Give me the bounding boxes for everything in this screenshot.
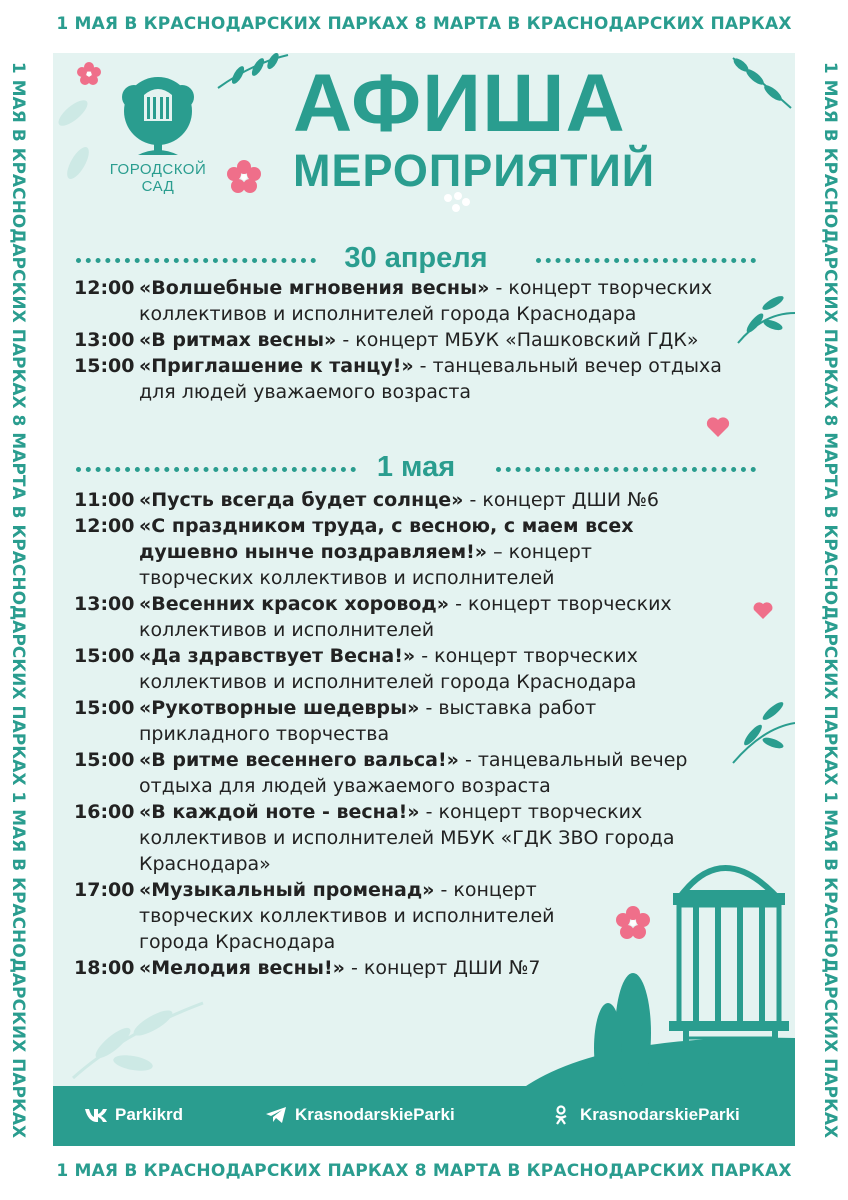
event-item	[74, 695, 764, 747]
leaf-decor-icon	[63, 983, 213, 1083]
event-time: 17:00	[74, 879, 135, 901]
tree-rotunda-logo-icon	[118, 75, 198, 157]
logo-line-2: САД	[141, 178, 175, 195]
event-time: 15:00	[74, 697, 135, 719]
event-text: - концерт творческих коллективов и исполнителей города Краснодара	[139, 277, 713, 325]
date-header-day-2	[76, 450, 756, 484]
date-label: 1 мая	[367, 451, 465, 483]
event-time: 15:00	[74, 749, 135, 771]
event-text: - концерт творческих коллективов и исполнителей	[139, 593, 672, 641]
date-header-day-1	[76, 241, 756, 275]
event-name: «Да здравствует Весна!»	[139, 645, 416, 667]
event-time: 16:00	[74, 801, 135, 823]
event-time: 15:00	[74, 355, 135, 377]
event-time: 13:00	[74, 329, 135, 351]
frame-text-left: 1 МАЯ В КРАСНОДАРСКИХ ПАРКАХ 8 МАРТА В КРАСНОДАРСКИХ ПАРКАХ 1 МАЯ В КРАСНОДАРСКИХ ПАРКАХ	[8, 61, 28, 1139]
event-time: 13:00	[74, 593, 135, 615]
odnoklassniki-link[interactable]	[548, 1105, 740, 1125]
frame-text-top: 1 МАЯ В КРАСНОДАРСКИХ ПАРКАХ 8 МАРТА В КРАСНОДАРСКИХ ПАРКАХ	[56, 14, 792, 34]
event-text: - танцевальный вечер отдыха для людей уважаемого возраста	[139, 355, 722, 403]
event-item	[74, 591, 764, 643]
leaf-decor-icon	[53, 73, 113, 213]
event-text: – концерт творческих коллективов и исполнителей	[139, 541, 592, 589]
event-time: 12:00	[74, 515, 135, 537]
event-name: «В каждой ноте - весна!»	[139, 801, 420, 823]
event-text: - концерт творческих коллективов и исполнителей МБУК «ГДК ЗВО города Краснодара»	[139, 801, 675, 875]
event-text: - танцевальный вечер отдыха для людей уважаемого возраста	[139, 749, 688, 797]
event-name: «Музыкальный променад»	[139, 879, 435, 901]
telegram-link[interactable]	[263, 1105, 455, 1125]
event-name: «Приглашение к танцу!»	[139, 355, 414, 377]
event-name: «Весенних красок хоровод»	[139, 593, 450, 615]
event-text: - концерт творческих коллективов и исполнителей города Краснодара	[139, 879, 555, 953]
event-time: 11:00	[74, 489, 135, 511]
event-item	[74, 643, 764, 695]
event-item	[74, 487, 764, 513]
poster-title: АФИША	[293, 58, 626, 149]
leaf-branch-icon	[213, 53, 293, 93]
telegram-icon	[263, 1105, 289, 1125]
event-name: «С праздником труда, с весною, с маем всех душевно нынче поздравляем!»	[139, 515, 634, 563]
event-text: - выставка работ прикладного творчества	[139, 697, 597, 745]
vk-link[interactable]	[83, 1105, 183, 1125]
event-item	[74, 747, 764, 799]
leaf-branch-icon	[723, 53, 793, 113]
date-label: 30 апреля	[334, 242, 497, 274]
event-time: 15:00	[74, 645, 135, 667]
event-name: «Волшебные мгновения весны»	[139, 277, 490, 299]
event-list-day-1	[74, 275, 764, 405]
event-text: - концерт творческих коллективов и исполнителей города Краснодара	[139, 645, 638, 693]
event-name: «В ритмах весны»	[139, 329, 337, 351]
event-name: «Пусть всегда будет солнце»	[139, 489, 464, 511]
vk-label: Parkikrd	[115, 1105, 184, 1124]
event-item	[74, 275, 764, 327]
frame-text-right: 1 МАЯ В КРАСНОДАРСКИХ ПАРКАХ 8 МАРТА В КРАСНОДАРСКИХ ПАРКАХ 1 МАЯ В КРАСНОДАРСКИХ ПАРКАХ	[820, 61, 840, 1139]
social-footer	[53, 1086, 795, 1146]
poster-subtitle: МЕРОПРИЯТИЙ	[293, 145, 656, 196]
poster-panel	[53, 53, 795, 1146]
event-item	[74, 353, 764, 405]
rotunda-illustration-icon	[483, 833, 795, 1088]
flower-icon	[226, 159, 262, 195]
flower-icon	[76, 61, 102, 87]
event-name: «Рукотворные шедевры»	[139, 697, 420, 719]
event-name: «В ритме весеннего вальса!»	[139, 749, 459, 771]
logo-line-1: ГОРОДСКОЙ	[109, 161, 207, 178]
event-text: - концерт ДШИ №7	[344, 957, 541, 979]
telegram-label: KrasnodarskieParki	[295, 1105, 455, 1124]
heart-icon	[705, 415, 731, 439]
event-text: - концерт МБУК «Пашковский ГДК»	[336, 329, 699, 351]
event-name: «Мелодия весны!»	[139, 957, 345, 979]
odnoklassniki-icon	[548, 1105, 574, 1125]
event-time: 12:00	[74, 277, 135, 299]
event-item	[74, 327, 764, 353]
vk-icon	[83, 1105, 109, 1125]
ok-label: KrasnodarskieParki	[580, 1105, 740, 1124]
event-item	[74, 513, 764, 591]
frame-text-bottom: 1 МАЯ В КРАСНОДАРСКИХ ПАРКАХ 8 МАРТА В КРАСНОДАРСКИХ ПАРКАХ	[56, 1161, 792, 1181]
city-garden-logo	[108, 75, 208, 195]
event-time: 18:00	[74, 957, 135, 979]
event-text: - концерт ДШИ №6	[463, 489, 659, 511]
